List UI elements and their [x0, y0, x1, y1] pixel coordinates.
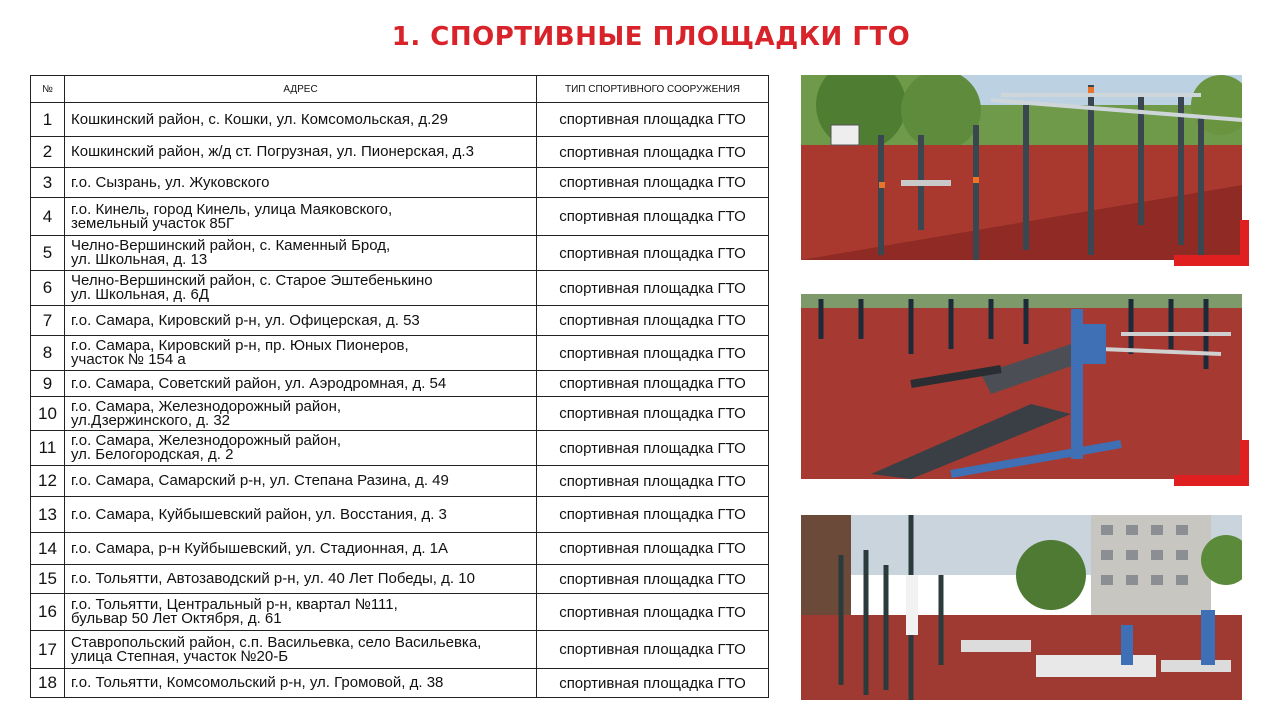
row-facility-type: спортивная площадка ГТО — [537, 371, 769, 397]
row-number: 18 — [31, 669, 65, 698]
row-address: г.о. Самара, Кировский р-н, ул. Офицерская, д. 53 — [65, 306, 537, 336]
red-corner-accent-1-vertical — [1240, 220, 1249, 266]
row-facility-type: спортивная площадка ГТО — [537, 466, 769, 497]
row-facility-type: спортивная площадка ГТО — [537, 168, 769, 198]
table-row — [31, 371, 769, 397]
table-row — [31, 137, 769, 168]
row-number: 1 — [31, 103, 65, 137]
row-facility-type: спортивная площадка ГТО — [537, 631, 769, 669]
row-number: 6 — [31, 271, 65, 306]
row-facility-type: спортивная площадка ГТО — [537, 565, 769, 594]
table-row — [31, 336, 769, 371]
row-address: г.о. Кинель, город Кинель, улица Маяковского, земельный участок 85Г — [65, 198, 537, 236]
row-address: г.о. Тольятти, Центральный р-н, квартал №111, бульвар 50 Лет Октября, д. 61 — [65, 594, 537, 631]
row-address: г.о. Самара, Кировский р-н, пр. Юных Пионеров, участок № 154 а — [65, 336, 537, 371]
row-number: 3 — [31, 168, 65, 198]
workout-yard-photo-3 — [801, 515, 1242, 700]
row-facility-type: спортивная площадка ГТО — [537, 397, 769, 431]
row-facility-type: спортивная площадка ГТО — [537, 137, 769, 168]
header-address: АДРЕС — [65, 76, 537, 103]
row-number: 13 — [31, 497, 65, 533]
row-number: 8 — [31, 336, 65, 371]
row-facility-type: спортивная площадка ГТО — [537, 533, 769, 565]
table-row — [31, 306, 769, 336]
row-number: 9 — [31, 371, 65, 397]
table-row — [31, 271, 769, 306]
row-address: г.о. Сызрань, ул. Жуковского — [65, 168, 537, 198]
row-address: г.о. Тольятти, Автозаводский р-н, ул. 40 Лет Победы, д. 10 — [65, 565, 537, 594]
table-row — [31, 103, 769, 137]
row-facility-type: спортивная площадка ГТО — [537, 669, 769, 698]
row-facility-type: спортивная площадка ГТО — [537, 271, 769, 306]
row-address: Челно-Вершинский район, с. Каменный Брод, ул. Школьная, д. 13 — [65, 236, 537, 271]
header-number: № — [31, 76, 65, 103]
row-number: 15 — [31, 565, 65, 594]
row-number: 7 — [31, 306, 65, 336]
row-address: г.о. Самара, Куйбышевский район, ул. Восстания, д. 3 — [65, 497, 537, 533]
table-row — [31, 669, 769, 698]
row-facility-type: спортивная площадка ГТО — [537, 594, 769, 631]
row-number: 14 — [31, 533, 65, 565]
row-facility-type: спортивная площадка ГТО — [537, 431, 769, 466]
row-number: 2 — [31, 137, 65, 168]
workout-area-photo-1 — [801, 75, 1242, 260]
row-address: г.о. Самара, р-н Куйбышевский, ул. Стадионная, д. 1А — [65, 533, 537, 565]
table-row — [31, 565, 769, 594]
row-facility-type: спортивная площадка ГТО — [537, 336, 769, 371]
row-address: Кошкинский район, с. Кошки, ул. Комсомольская, д.29 — [65, 103, 537, 137]
row-number: 10 — [31, 397, 65, 431]
table-row — [31, 168, 769, 198]
table-row — [31, 431, 769, 466]
row-facility-type: спортивная площадка ГТО — [537, 103, 769, 137]
red-corner-accent-1 — [1174, 255, 1249, 266]
row-address: Ставропольский район, с.п. Васильевка, село Васильевка, улица Степная, участок №20-Б — [65, 631, 537, 669]
table-row — [31, 397, 769, 431]
page-title: 1. СПОРТИВНЫЕ ПЛОЩАДКИ ГТО — [391, 22, 911, 52]
row-address: г.о. Самара, Железнодорожный район, ул.Дзержинского, д. 32 — [65, 397, 537, 431]
table-row — [31, 497, 769, 533]
table-row — [31, 236, 769, 271]
row-facility-type: спортивная площадка ГТО — [537, 198, 769, 236]
row-address: Челно-Вершинский район, с. Старое Эштебенькино ул. Школьная, д. 6Д — [65, 271, 537, 306]
row-number: 5 — [31, 236, 65, 271]
row-number: 12 — [31, 466, 65, 497]
header-type: ТИП СПОРТИВНОГО СООРУЖЕНИЯ — [537, 76, 769, 103]
row-number: 11 — [31, 431, 65, 466]
workout-bench-photo-2 — [801, 294, 1242, 479]
row-address: г.о. Тольятти, Комсомольский р-н, ул. Громовой, д. 38 — [65, 669, 537, 698]
row-address: г.о. Самара, Железнодорожный район, ул. Белогородская, д. 2 — [65, 431, 537, 466]
row-address: г.о. Самара, Советский район, ул. Аэродромная, д. 54 — [65, 371, 537, 397]
row-facility-type: спортивная площадка ГТО — [537, 306, 769, 336]
sports-grounds-table — [30, 75, 769, 698]
table-row — [31, 198, 769, 236]
row-number: 16 — [31, 594, 65, 631]
row-number: 17 — [31, 631, 65, 669]
table-row — [31, 533, 769, 565]
red-corner-accent-2 — [1174, 475, 1249, 486]
table-row — [31, 466, 769, 497]
row-address: г.о. Самара, Самарский р-н, ул. Степана Разина, д. 49 — [65, 466, 537, 497]
table-row — [31, 631, 769, 669]
red-corner-accent-2-vertical — [1240, 440, 1249, 486]
table-row — [31, 594, 769, 631]
table-header-row — [31, 76, 769, 103]
row-facility-type: спортивная площадка ГТО — [537, 236, 769, 271]
row-address: Кошкинский район, ж/д ст. Погрузная, ул. Пионерская, д.3 — [65, 137, 537, 168]
row-facility-type: спортивная площадка ГТО — [537, 497, 769, 533]
row-number: 4 — [31, 198, 65, 236]
